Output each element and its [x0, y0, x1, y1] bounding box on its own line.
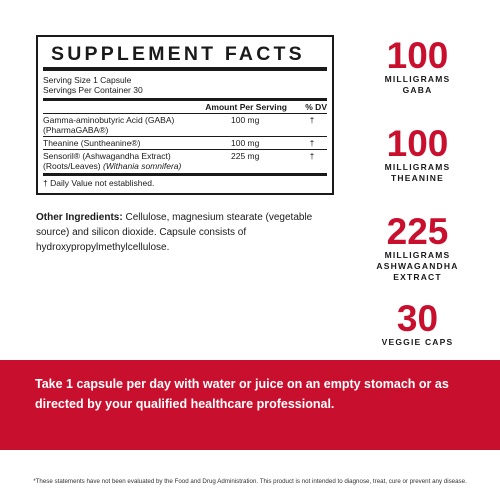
serving-size: Serving Size 1 Capsule — [43, 75, 132, 85]
stat-label-line3: EXTRACT — [393, 272, 442, 282]
stat-number: 100 — [386, 123, 449, 164]
facts-header-row — [43, 101, 327, 113]
other-ingredients — [36, 210, 336, 255]
stat-label-line2: ASHWAGANDHA — [376, 261, 459, 271]
directions-text: Take 1 capsule per day with water or juice on an empty stomach or as directed by your qualified healthcare professional. — [35, 377, 449, 411]
stat-label-line2: GABA — [402, 85, 433, 95]
facts-divider-bottom — [43, 173, 327, 176]
ingredient-amount: 225 mg — [231, 151, 260, 161]
stat-number: 100 — [386, 35, 449, 76]
table-row — [43, 136, 327, 149]
col-amount-header: Amount Per Serving — [205, 102, 287, 112]
ingredient-dv: † — [309, 138, 315, 148]
supplement-facts-panel — [36, 35, 334, 195]
ingredient-amount: 100 mg — [231, 138, 260, 148]
other-ingredients-text: Cellulose, magnesium stearate (vegetable source) and silicon dioxide. Capsule consists of hydroxypropylmethylcellulose. — [36, 212, 313, 253]
stat-number: 225 — [386, 211, 449, 252]
stat-ashwagandha — [355, 213, 480, 283]
ingredient-name: Sensoril® (Ashwagandha Extract) — [43, 151, 171, 161]
ingredient-dv: † — [309, 151, 315, 161]
stat-label-line1: MILLIGRAMS — [384, 162, 451, 172]
servings-per-container: Servings Per Container 30 — [43, 85, 143, 95]
facts-footnote: † Daily Value not established. — [43, 178, 155, 188]
stat-theanine — [355, 125, 480, 184]
ingredient-brand: (PharmaGABA®) — [43, 125, 109, 135]
facts-divider-thick — [43, 67, 327, 71]
stat-veggie-caps — [355, 300, 480, 348]
stat-label-line1: MILLIGRAMS — [384, 250, 451, 260]
serving-info — [43, 75, 327, 95]
stat-label-line1: VEGGIE CAPS — [381, 337, 454, 347]
ingredient-amount: 100 mg — [231, 115, 260, 125]
ingredient-part: (Roots/Leaves) — [43, 161, 103, 171]
ingredient-name: Gamma-aminobutyric Acid (GABA) — [43, 115, 175, 125]
table-row — [43, 113, 327, 136]
stat-gaba — [355, 37, 480, 96]
ingredient-name: Theanine (Suntheanine®) — [43, 138, 141, 148]
table-row — [43, 149, 327, 172]
stat-number: 30 — [396, 298, 439, 339]
facts-title: SUPPLEMENT FACTS — [51, 43, 305, 65]
other-ingredients-heading: Other Ingredients: — [36, 212, 123, 223]
col-dv-header: % DV — [305, 102, 327, 112]
fda-disclaimer: *These statements have not been evaluated by the Food and Drug Administration. This product is not intended to diagnose, treat, cure or prevent any disease. — [33, 478, 467, 485]
ingredient-dv: † — [309, 115, 315, 125]
stat-label-line2: THEANINE — [390, 173, 445, 183]
ingredient-latin-name: (Withania somnifera) — [103, 161, 182, 171]
stat-label-line1: MILLIGRAMS — [384, 74, 451, 84]
